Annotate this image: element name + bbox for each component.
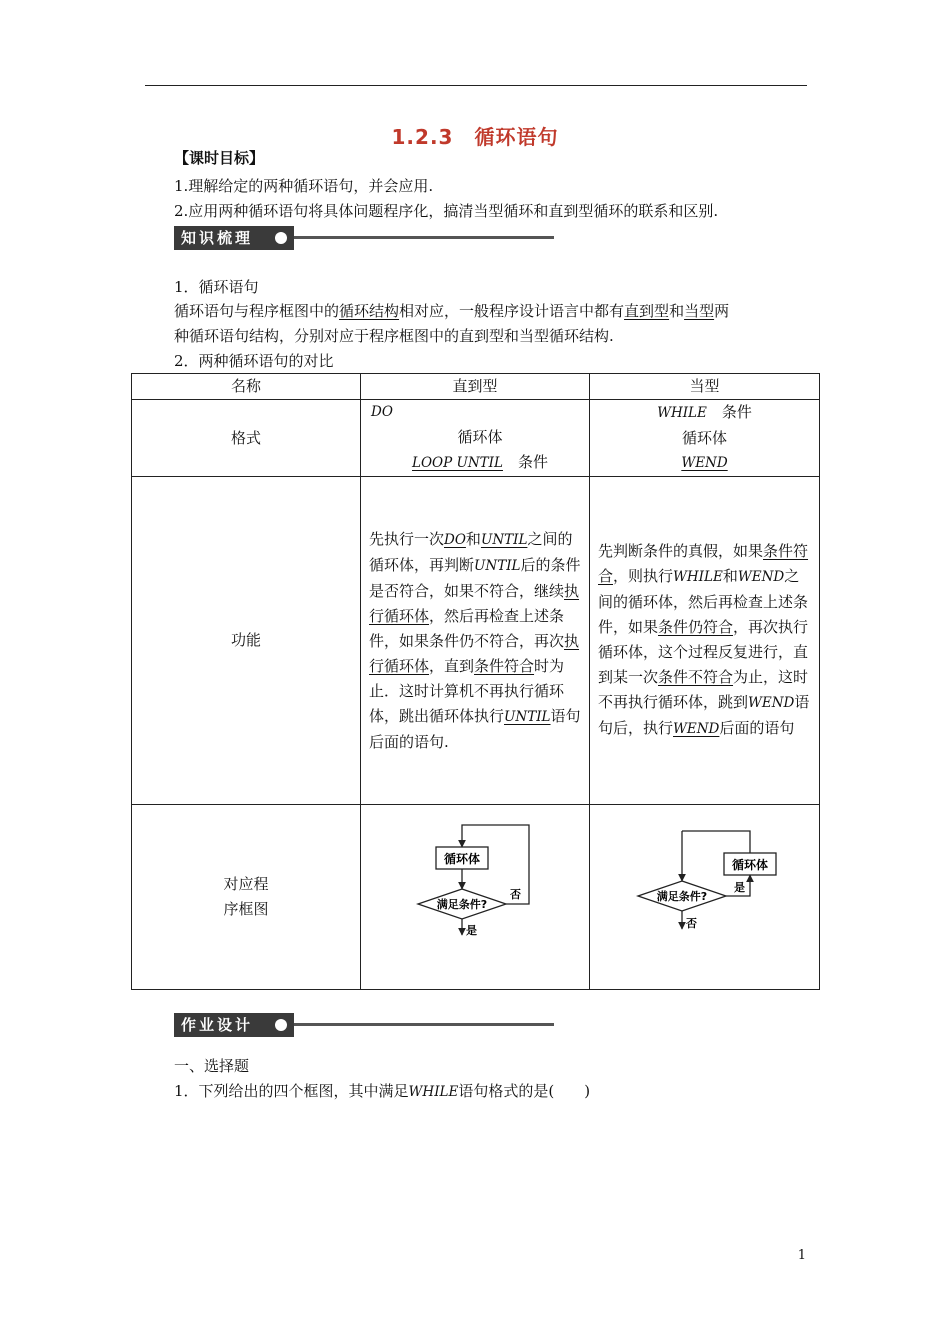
table-row-format bbox=[132, 400, 820, 477]
text: ，然后再检查上述条件，如果条件仍不符合，再次 bbox=[369, 606, 565, 650]
flow-while bbox=[590, 805, 820, 990]
keyword: WEND bbox=[737, 569, 785, 585]
text: 和 bbox=[465, 529, 481, 548]
until-body-text: 循环体 bbox=[443, 852, 481, 866]
until-no-label: 否 bbox=[510, 888, 521, 901]
text: ，则执行 bbox=[613, 567, 674, 585]
text: 1．下列给出的四个框图，其中满足 bbox=[174, 1082, 409, 1100]
text: 之间的循环体，再判断 bbox=[369, 529, 573, 574]
format-line: DO bbox=[371, 404, 393, 420]
goals-heading: 【课时目标】 bbox=[174, 149, 265, 167]
blank-answer: 直到型 bbox=[624, 302, 670, 320]
function-until bbox=[361, 477, 590, 805]
blank-answer: WEND bbox=[673, 721, 720, 737]
goal-item-1: 1.理解给定的两种循环语句，并会应用. bbox=[174, 177, 434, 195]
text: 后的条件是否符合，如果不符合，继续 bbox=[369, 555, 581, 600]
while-flowchart bbox=[590, 805, 820, 981]
text: 和 bbox=[669, 302, 685, 320]
while-cond-text: 满足条件? bbox=[656, 890, 708, 903]
banner-dot bbox=[275, 232, 287, 244]
comparison-table bbox=[131, 373, 820, 990]
function-while bbox=[590, 477, 820, 805]
format-line bbox=[371, 450, 589, 476]
until-flowchart bbox=[361, 805, 590, 981]
format-line: WEND bbox=[681, 455, 728, 471]
format-label: 格式 bbox=[132, 400, 361, 477]
table-header-row bbox=[132, 374, 820, 400]
blank-answer: DO bbox=[444, 531, 466, 548]
banner-knowledge-label: 知识梳理 bbox=[174, 226, 294, 250]
text: 语句后面的语句. bbox=[369, 706, 581, 751]
text: 和 bbox=[722, 567, 738, 585]
section2-heading: 2．两种循环语句的对比 bbox=[174, 352, 334, 370]
blank-answer: 条件符合 bbox=[598, 542, 809, 585]
text: 为止，这时不再执行循环体，跳到 bbox=[598, 668, 809, 711]
format-line bbox=[590, 400, 819, 426]
blank-answer: UNTIL bbox=[480, 531, 528, 548]
keyword: WHILE bbox=[408, 1084, 459, 1100]
text: ，再次执行循环体，这个过程反复进行，直到某一次 bbox=[598, 618, 809, 686]
section1-heading: 1．循环语句 bbox=[174, 278, 259, 296]
exercise-section-heading: 一、选择题 bbox=[174, 1057, 250, 1075]
flow-until bbox=[361, 805, 590, 990]
text: 循环语句与程序框图中的 bbox=[174, 302, 340, 320]
text: 时为止．这时计算机不再执行循环体，跳出循环体执行 bbox=[369, 656, 565, 725]
blank-answer: UNTIL bbox=[504, 708, 551, 725]
text: 语句格式的是( ) bbox=[458, 1082, 591, 1100]
banner-knowledge bbox=[174, 226, 558, 250]
keyword: UNTIL bbox=[474, 557, 521, 574]
blank-answer: 当型 bbox=[684, 302, 715, 320]
format-until bbox=[361, 400, 590, 477]
flow-label: 对应程序框图 bbox=[132, 805, 361, 990]
section1-para-line1 bbox=[174, 300, 729, 322]
blank-answer: 执行循环体 bbox=[369, 631, 580, 675]
header-until: 直到型 bbox=[361, 374, 590, 400]
banner-homework bbox=[174, 1013, 558, 1037]
text: 后面的语句 bbox=[719, 719, 795, 737]
header-name: 名称 bbox=[132, 374, 361, 400]
text: ，直到 bbox=[429, 656, 475, 675]
while-body-text: 循环体 bbox=[731, 858, 769, 872]
keyword: LOOP UNTIL bbox=[412, 455, 503, 471]
blank-answer: 条件仍符合 bbox=[658, 618, 734, 636]
text: 之间的循环体，然后再检查上述条件，如果 bbox=[598, 567, 809, 636]
banner-bar bbox=[294, 1023, 554, 1026]
page-title: 1.2.3 循环语句 bbox=[391, 125, 559, 149]
table-row-function bbox=[132, 477, 820, 805]
text: 先判断条件的真假，如果 bbox=[598, 542, 764, 560]
until-cond-text: 满足条件? bbox=[436, 898, 488, 911]
text: 条件 bbox=[721, 403, 752, 421]
while-no-label: 否 bbox=[686, 917, 697, 930]
banner-homework-label: 作业设计 bbox=[174, 1013, 294, 1037]
while-loop-back-line bbox=[682, 831, 750, 853]
banner-dot bbox=[275, 1019, 287, 1031]
until-yes-label: 是 bbox=[466, 924, 477, 937]
blank-answer: 条件不符合 bbox=[658, 668, 734, 686]
format-while bbox=[590, 400, 820, 477]
blank-answer: 循环结构 bbox=[339, 302, 400, 320]
banner-bar bbox=[294, 236, 554, 239]
page-number: 1 bbox=[797, 1248, 806, 1263]
section1-para-line2: 种循环语句结构，分别对应于程序框图中的直到型和当型循环结构. bbox=[174, 327, 614, 345]
goal-item-2: 2.应用两种循环语句将具体问题程序化，搞清当型循环和直到型循环的联系和区别. bbox=[174, 202, 719, 220]
while-yes-label: 是 bbox=[734, 881, 745, 894]
text: 两 bbox=[714, 302, 730, 320]
table-row-flowchart bbox=[132, 805, 820, 990]
keyword: WHILE bbox=[673, 569, 723, 585]
header-while: 当型 bbox=[590, 374, 820, 400]
function-label: 功能 bbox=[132, 477, 361, 805]
text: 条件 bbox=[517, 453, 548, 471]
text: 语句后，执行 bbox=[598, 693, 810, 737]
blank-answer: 执行循环体 bbox=[369, 581, 580, 625]
text: 先执行一次 bbox=[369, 529, 445, 548]
format-line: 循环体 bbox=[681, 429, 727, 447]
blank-answer: 条件符合 bbox=[474, 656, 535, 675]
text: 相对应，一般程序设计语言中都有 bbox=[399, 302, 625, 320]
format-line: 循环体 bbox=[457, 428, 503, 446]
question-1 bbox=[174, 1080, 590, 1103]
top-rule bbox=[145, 85, 807, 86]
keyword: WHILE bbox=[657, 405, 707, 421]
keyword: WEND bbox=[748, 695, 795, 711]
